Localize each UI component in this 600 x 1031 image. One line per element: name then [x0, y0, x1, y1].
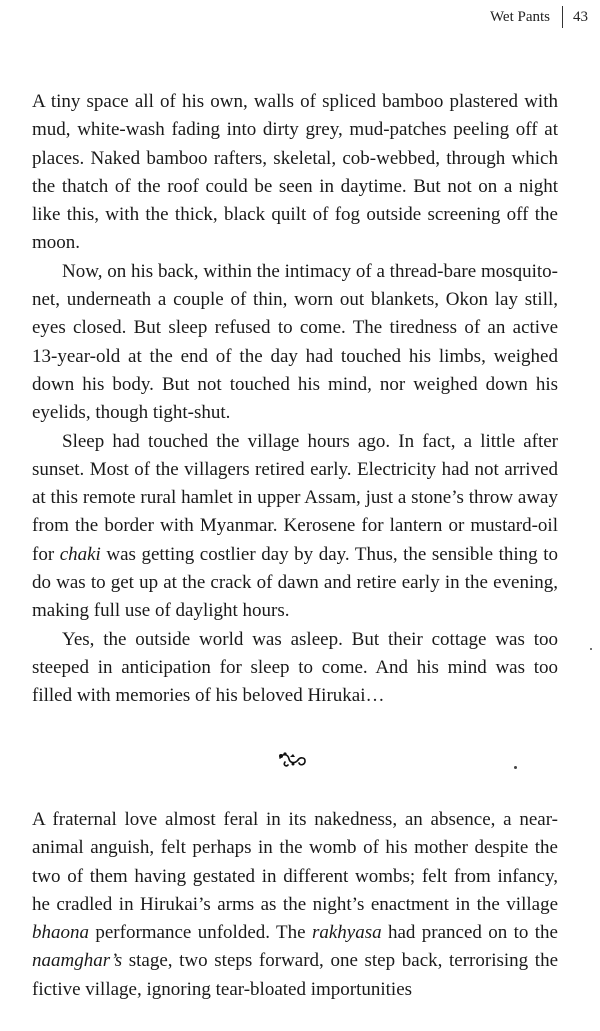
term-rakhyasa: rakhyasa	[311, 922, 382, 944]
floral-ornament-icon	[276, 748, 310, 772]
term-bhaona: bhaona	[32, 922, 89, 944]
paragraph-5-part-a: A fraternal love almost feral in its nakedness, an absence, a near-animal anguish, felt perhaps in the womb of his mother despite the two of them having gestated in different wombs; felt from infancy, he cradled in Hirukai’s arms as the night’s enactment in the village	[32, 809, 558, 915]
paragraph-4: Yes, the outside world was asleep. But their cottage was too steeped in anticipation for sleep to come. And his mind was too filled with memories of his beloved Hirukai…	[32, 628, 558, 707]
print-speck	[590, 648, 592, 650]
page-number: 43	[573, 8, 588, 25]
paragraph-1: A tiny space all of his own, walls of spliced bamboo plastered with mud, white-wash fading into dirty grey, mud-patches peeling off at places. Naked bamboo rafters, skeletal, cob-webbed, through which the thatch of the roof could be seen in daytime. But not on a night like this, with the thick, black quilt of fog outside screening off the moon.	[32, 91, 558, 254]
print-speck	[514, 766, 517, 769]
paragraph-3	[32, 428, 558, 626]
paragraph-5-part-c: had pranced on to the	[381, 922, 558, 944]
body-text-section-1	[32, 88, 558, 711]
body-text-section-2	[32, 806, 558, 1004]
running-head	[490, 6, 588, 28]
term-naamghar: naamghar’s	[32, 950, 123, 972]
running-title: Wet Pants	[489, 8, 550, 25]
paragraph-5-part-b: performance unfolded. The	[89, 922, 312, 944]
paragraph-2: Now, on his back, within the intimacy of a thread-bare mosquito-net, underneath a couple of thin, worn out blankets, Okon lay still, eyes closed. But sleep refused to come. The tiredness of an active 13-year-old at the end of the day had touched his limbs, weighed down his body. But not touched his mind, nor weighed down his eyelids, though tight-shut.	[32, 260, 558, 424]
header-divider	[562, 6, 563, 28]
paragraph-5-part-d: stage, two steps forward, one step back, terrorising the fictive village, ignoring tear-bloated importunities	[32, 950, 558, 1000]
term-chaki: chaki	[59, 543, 101, 565]
paragraph-3-part-b: was getting costlier day by day. Thus, the sensible thing to do was to get up at the crack of dawn and retire early in the evening, making full use of daylight hours.	[32, 543, 558, 622]
paragraph-5	[32, 806, 558, 1004]
paragraph-3-part-a: Sleep had touched the village hours ago. In fact, a little after sunset. Most of the villagers retired early. Electricity had not arrived at this remote rural hamlet in upper Assam, just a stone’s throw away from the border with Myanmar. Kerosene for lantern or mustard-oil for	[32, 430, 558, 565]
